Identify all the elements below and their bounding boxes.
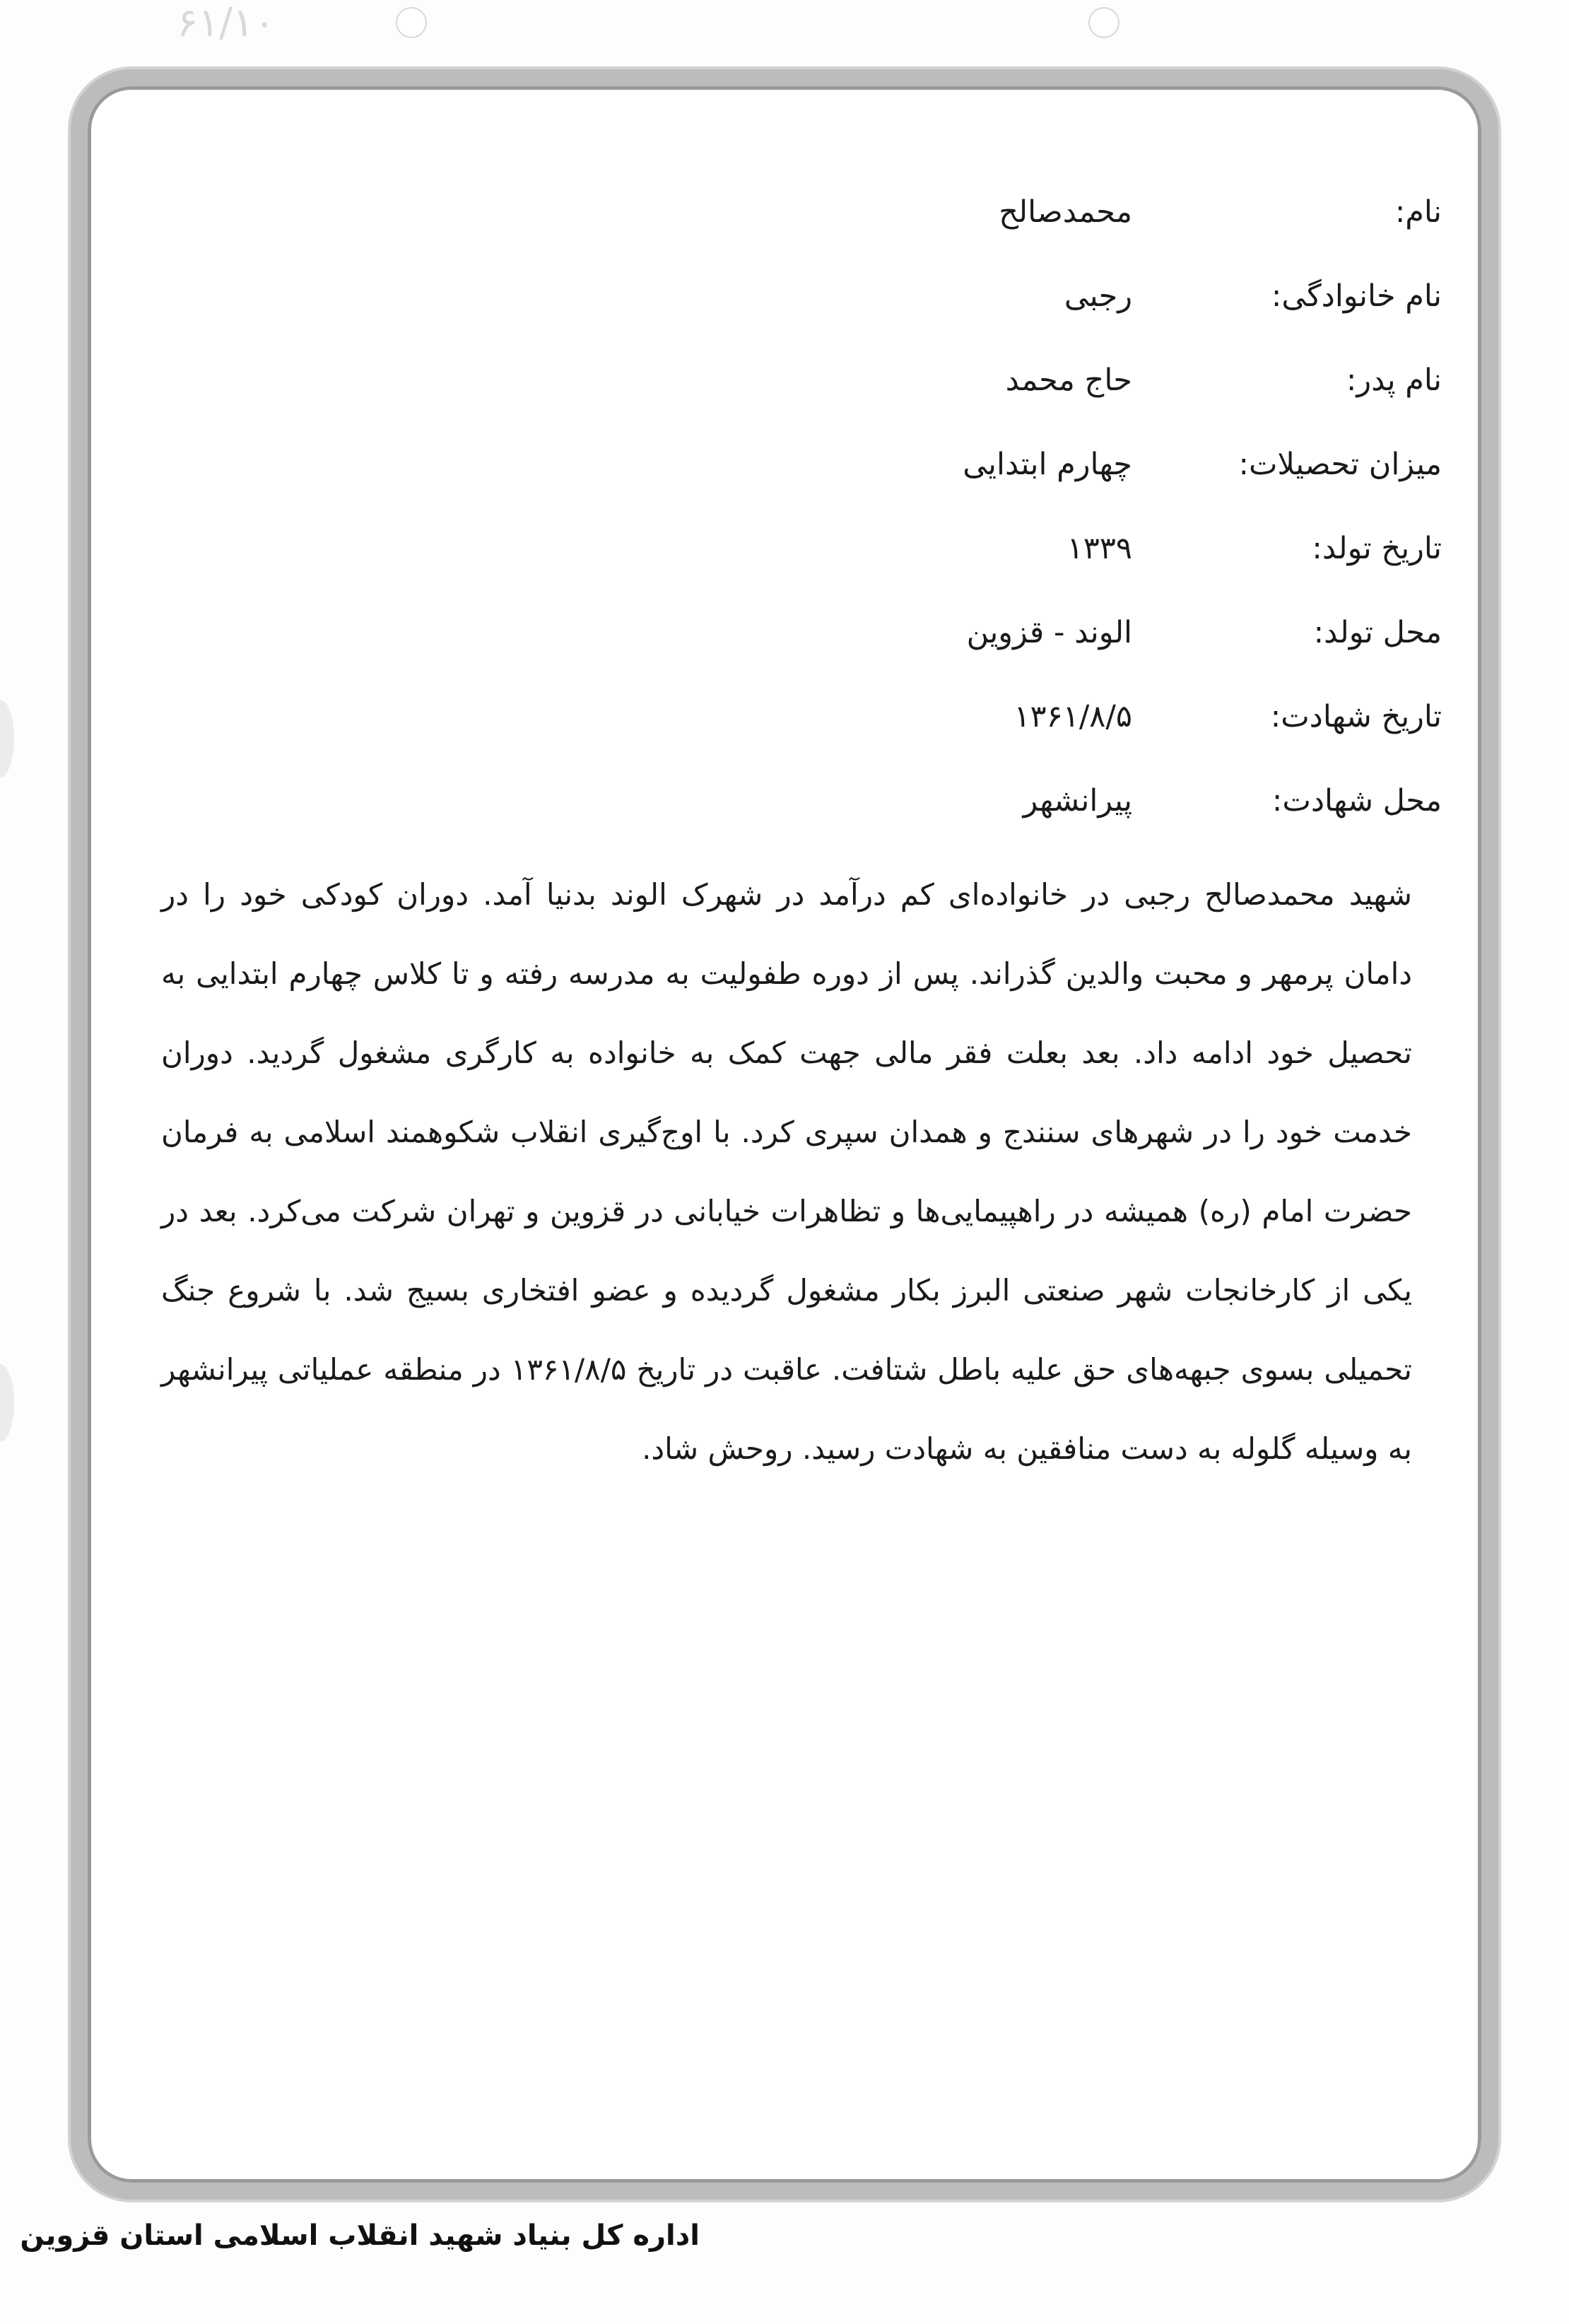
field-martyrdom-place	[777, 780, 1442, 864]
punch-hole-left	[396, 7, 427, 38]
field-label: نام پدر:	[1346, 363, 1442, 398]
field-value: ۱۳۳۹	[1066, 531, 1132, 566]
field-value: رجبی	[1064, 278, 1132, 314]
corner-handwritten-mark: ۶۱/۱۰	[177, 0, 276, 46]
field-value: ۱۳۶۱/۸/۵	[1013, 699, 1132, 734]
binder-ring-shadow-upper	[0, 700, 14, 777]
martyr-info-fields	[777, 191, 1442, 864]
field-value: الوند - قزوین	[966, 615, 1132, 650]
punch-hole-right	[1088, 7, 1120, 38]
field-first-name	[777, 191, 1442, 275]
field-value: محمدصالح	[999, 194, 1132, 230]
binder-ring-shadow-lower	[0, 1364, 14, 1442]
field-label: محل تولد:	[1313, 615, 1442, 650]
field-birth-place	[777, 611, 1442, 696]
field-value: پیرانشهر	[1023, 783, 1132, 818]
field-value: چهارم ابتدایی	[963, 447, 1132, 482]
field-label: میزان تحصیلات:	[1238, 447, 1442, 482]
field-value: حاج محمد	[1005, 363, 1132, 398]
field-birth-date	[777, 527, 1442, 611]
field-label: نام خانوادگی:	[1271, 278, 1442, 314]
field-father-name	[777, 359, 1442, 443]
field-education	[777, 443, 1442, 527]
field-martyrdom-date	[777, 696, 1442, 780]
field-label: نام:	[1394, 194, 1442, 230]
field-label: تاریخ تولد:	[1312, 531, 1442, 566]
field-label: محل شهادت:	[1271, 783, 1442, 818]
footer-organization: اداره کل بنیاد شهید انقلاب اسلامی استان قزوین	[20, 2219, 700, 2252]
biography-paragraph: شهید محمدصالح رجبی در خانواده‌ای کم درآمد در شهرک الوند بدنیا آمد. دوران کودکی خود را در دامان پرمهر و محبت والدین گذراند. پس از دوره طفولیت به مدرسه رفته و تا کلاس چهارم ابتدایی به تحصیل خود ادامه داد. بعد بعلت فقر مالی جهت کمک به خانواده به کارگری مشغول گردید. دوران خدمت خود را در شهرهای سنندج و همدان سپری کرد. با اوج‌گیری انقلاب شکوهمند اسلامی به فرمان حضرت امام (ره) همیشه در راهپیمایی‌ها و تظاهرات خیابانی در قزوین و تهران شرکت می‌کرد. بعد در یکی از کارخانجات شهر صنعتی البرز بکار مشغول گردیده و عضو افتخاری بسیج شد. با شروع جنگ تحمیلی بسوی جبهه‌های حق علیه باطل شتافت. عاقبت در تاریخ ۱۳۶۱/۸/۵ در منطقه عملیاتی پیرانشهر به وسیله گلوله به دست منافقین به شهادت رسید. روحش شاد.	[161, 877, 1412, 1466]
field-label: تاریخ شهادت:	[1270, 699, 1442, 734]
field-last-name	[777, 275, 1442, 359]
